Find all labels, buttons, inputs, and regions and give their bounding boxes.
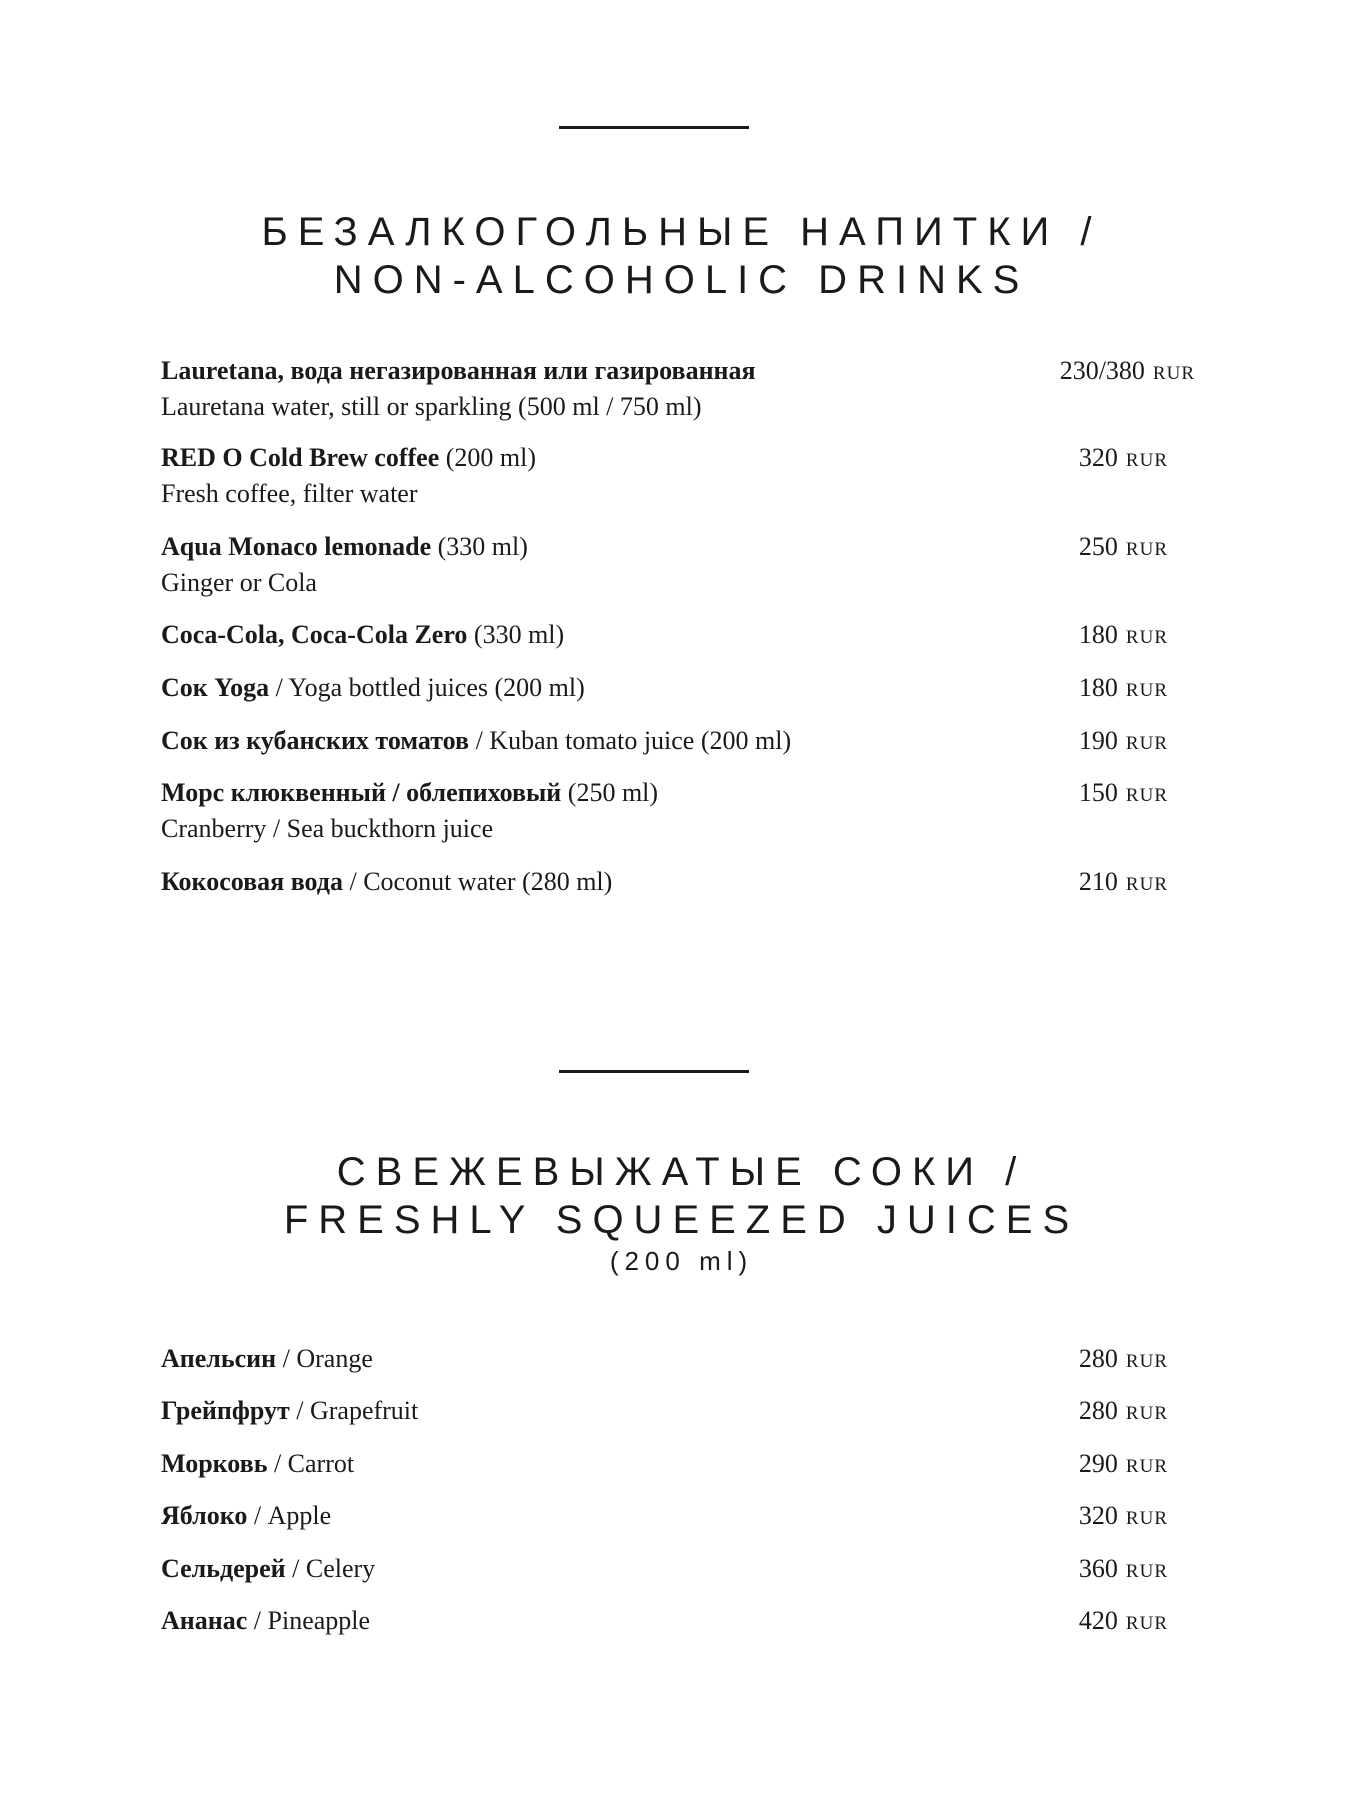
price-value: 420 (1078, 1606, 1118, 1635)
item-price (1079, 775, 1168, 814)
item-name: Ананас (161, 1606, 248, 1635)
menu-item-carrot (161, 1446, 1221, 1482)
price-currency: RUR (1125, 1456, 1168, 1477)
menu-item-coca-cola (161, 617, 1221, 653)
item-name: Апельсин (161, 1344, 277, 1373)
menu-item-grapefruit (161, 1393, 1221, 1429)
price-value: 360 (1078, 1554, 1118, 1583)
price-currency: RUR (1125, 733, 1168, 754)
price-currency: RUR (1125, 450, 1168, 471)
item-price (1060, 353, 1195, 392)
heading-volume: (200 ml) (609, 1246, 754, 1276)
price-value: 280 (1078, 1396, 1118, 1425)
item-detail: (250 ml) (561, 778, 659, 807)
item-detail: / Orange (276, 1344, 373, 1373)
menu-item-celery (161, 1551, 1221, 1587)
item-detail: / Celery (285, 1554, 376, 1583)
price-currency: RUR (1125, 1403, 1168, 1424)
item-detail: / Carrot (267, 1449, 355, 1478)
price-value: 250 (1078, 532, 1118, 561)
item-price (1079, 864, 1168, 903)
item-price (1079, 723, 1168, 762)
item-detail: (200 ml) (439, 443, 537, 472)
menu-item-cold-brew (161, 440, 1221, 512)
heading-line-en: FRESHLY SQUEEZED JUICES (283, 1198, 1080, 1242)
menu-item-pineapple (161, 1603, 1221, 1639)
item-name: Сельдерей (161, 1554, 286, 1583)
menu-item-coconut-water (161, 864, 1221, 900)
item-name: Aqua Monaco lemonade (161, 532, 432, 561)
item-price (1079, 1446, 1168, 1485)
price-currency: RUR (1125, 1351, 1168, 1372)
item-name: Lauretana, вода негазированная или газированная (161, 356, 756, 385)
price-currency: RUR (1125, 680, 1168, 701)
item-description: Fresh coffee, filter water (161, 479, 418, 508)
item-name: Сок из кубанских томатов (161, 726, 470, 755)
price-value: 150 (1078, 778, 1118, 807)
price-value: 180 (1078, 620, 1118, 649)
item-detail: / Coconut water (280 ml) (342, 867, 613, 896)
item-detail: / Grapefruit (289, 1396, 419, 1425)
item-name: Сок Yoga (161, 673, 270, 702)
item-detail: / Kuban tomato juice (200 ml) (469, 726, 792, 755)
item-name: Грейпфрут (161, 1396, 290, 1425)
item-price (1079, 1498, 1168, 1537)
price-value: 320 (1078, 1501, 1118, 1530)
item-name: Кокосовая вода (161, 867, 343, 896)
price-currency: RUR (1125, 1508, 1168, 1529)
item-name: Coca-Cola, Coca-Cola Zero (161, 620, 468, 649)
item-detail: / Yoga bottled juices (200 ml) (269, 673, 585, 702)
heading-line-ru: БЕЗАЛКОГОЛЬНЫЕ НАПИТКИ / (261, 210, 1102, 254)
item-name: RED O Cold Brew coffee (161, 443, 440, 472)
item-price (1079, 670, 1168, 709)
price-currency: RUR (1125, 1613, 1168, 1634)
menu-item-orange (161, 1341, 1221, 1377)
section-divider (559, 1070, 749, 1073)
price-currency: RUR (1125, 1561, 1168, 1582)
menu-item-apple (161, 1498, 1221, 1534)
price-value: 230/380 (1059, 356, 1145, 385)
price-value: 280 (1078, 1344, 1118, 1373)
item-detail: / Apple (247, 1501, 332, 1530)
item-detail: (330 ml) (431, 532, 528, 561)
heading-line-en: NON-ALCOHOLIC DRINKS (333, 258, 1030, 302)
price-currency: RUR (1125, 627, 1168, 648)
item-name: Морс клюквенный / облепиховый (161, 778, 562, 807)
item-price (1079, 1603, 1168, 1642)
item-description: Lauretana water, still or sparkling (500 ml / 750 ml) (161, 392, 702, 421)
price-currency: RUR (1152, 363, 1195, 384)
menu-item-yoga-juice (161, 670, 1221, 706)
item-detail: / Pineapple (247, 1606, 371, 1635)
item-name: Морковь (161, 1449, 268, 1478)
menu-item-tomato-juice (161, 723, 1221, 759)
price-value: 290 (1078, 1449, 1118, 1478)
section-divider (559, 126, 749, 129)
item-price (1079, 529, 1168, 568)
price-currency: RUR (1125, 539, 1168, 560)
section-heading-non-alcoholic (0, 208, 1363, 304)
price-value: 190 (1078, 726, 1118, 755)
price-value: 210 (1078, 867, 1118, 896)
menu-item-aqua-monaco (161, 529, 1221, 601)
item-price (1079, 617, 1168, 656)
item-price (1079, 1551, 1168, 1590)
item-price (1079, 1393, 1168, 1432)
price-value: 320 (1078, 443, 1118, 472)
price-currency: RUR (1125, 785, 1168, 806)
price-value: 180 (1078, 673, 1118, 702)
item-description: Cranberry / Sea buckthorn juice (161, 814, 494, 843)
price-currency: RUR (1125, 874, 1168, 895)
section-heading-fresh-juices (0, 1148, 1363, 1278)
item-detail: (330 ml) (467, 620, 565, 649)
item-price (1079, 440, 1168, 479)
item-price (1079, 1341, 1168, 1380)
item-name: Яблоко (161, 1501, 248, 1530)
menu-item-mors (161, 775, 1221, 847)
item-description: Ginger or Cola (161, 568, 317, 597)
heading-line-ru: СВЕЖЕВЫЖАТЫЕ СОКИ / (336, 1150, 1027, 1194)
